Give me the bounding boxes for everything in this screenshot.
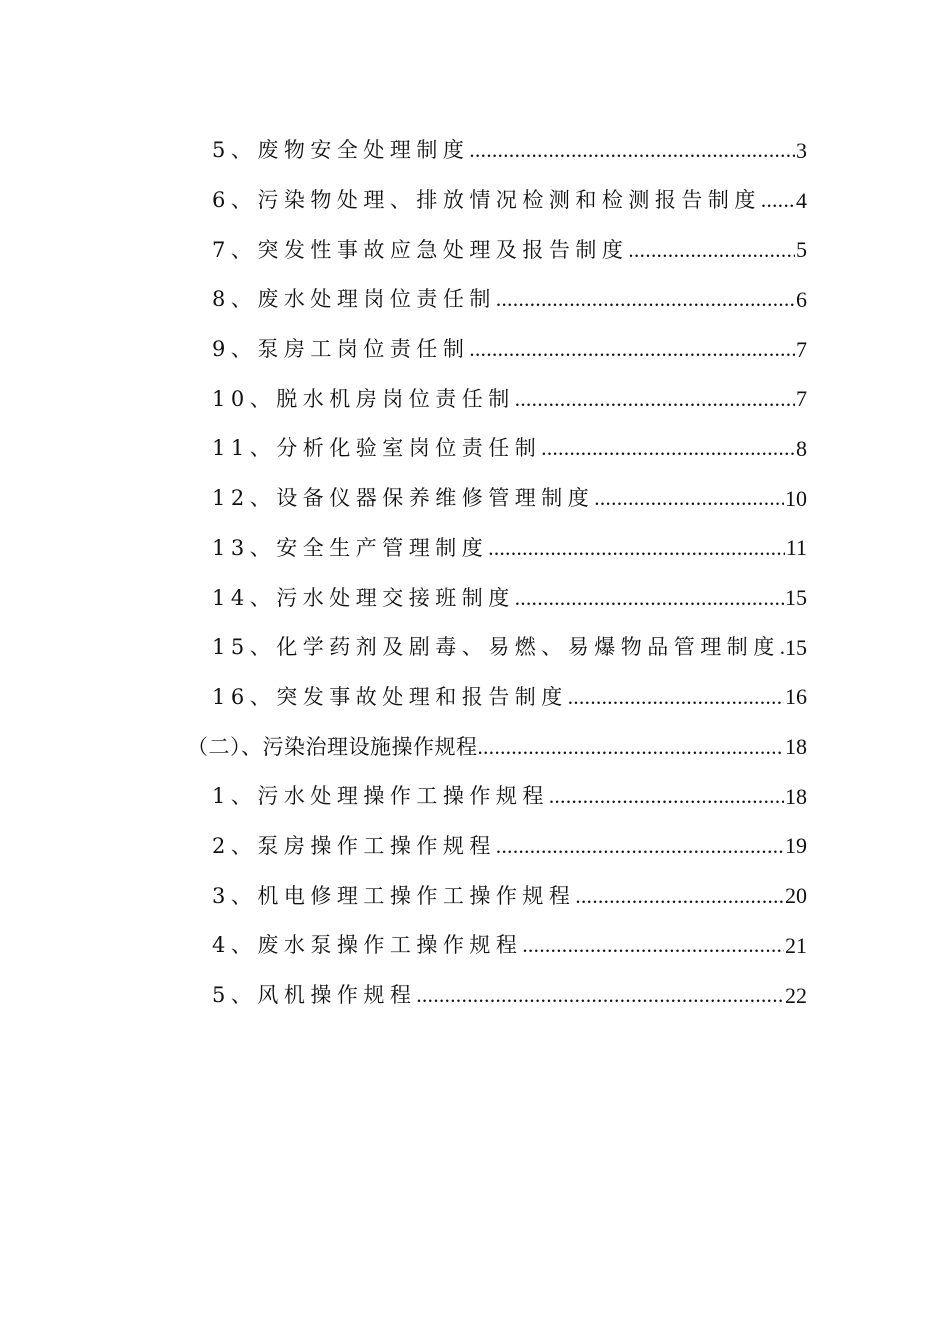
toc-page-number: 10: [785, 485, 807, 511]
toc-dot-leader: [496, 289, 795, 310]
toc-dot-leader: [780, 637, 784, 658]
toc-dot-leader: [478, 737, 785, 758]
toc-page-number: 7: [796, 336, 807, 362]
toc-page-number: 11: [785, 535, 807, 561]
toc-dot-leader: [594, 488, 784, 509]
toc-entry[interactable]: [0, 871, 950, 921]
toc-dot-leader: [469, 339, 795, 360]
toc-entry-title: 12、设备仪器保养维修管理制度: [212, 486, 595, 511]
toc-entry-title: 13、安全生产管理制度: [212, 535, 489, 560]
toc-page-number: 22: [785, 982, 807, 1008]
toc-page-number: 20: [785, 883, 807, 909]
toc-entry[interactable]: [0, 971, 950, 1021]
toc-page-number: 5: [796, 237, 807, 263]
toc-entry[interactable]: [0, 176, 950, 226]
toc-dot-leader: [522, 935, 784, 956]
toc-entry-title: 8、废水处理岗位责任制: [212, 287, 496, 312]
toc-page-number: 19: [785, 833, 807, 859]
toc-section-entry[interactable]: [0, 722, 950, 772]
toc-page-number: 16: [785, 684, 807, 710]
toc-entry[interactable]: [0, 673, 950, 723]
toc-page-number: 7: [796, 386, 807, 412]
toc-page-number: 18: [785, 783, 807, 809]
table-of-contents: [0, 126, 950, 1020]
toc-dot-leader: [515, 389, 795, 410]
toc-page-number: 6: [796, 286, 807, 312]
toc-page-number: 18: [785, 734, 807, 760]
toc-entry[interactable]: [0, 921, 950, 971]
toc-entry[interactable]: [0, 225, 950, 275]
toc-entry-title: 15、化学药剂及剧毒、易燃、易爆物品管理制度: [212, 635, 780, 660]
toc-dot-leader: [469, 140, 795, 161]
toc-entry[interactable]: [0, 524, 950, 574]
toc-dot-leader: [515, 588, 784, 609]
toc-dot-leader: [488, 538, 785, 559]
toc-entry[interactable]: [0, 474, 950, 524]
toc-entry-title: 11、分析化验室岗位责任制: [212, 436, 542, 461]
toc-entry-title: 3、机电修理工操作工操作规程: [212, 883, 576, 908]
toc-entry-title: 9、泵房工岗位责任制: [212, 337, 470, 362]
toc-entry[interactable]: [0, 772, 950, 822]
toc-entry-title: 4、废水泵操作工操作规程: [212, 933, 523, 958]
toc-dot-leader: [568, 687, 784, 708]
toc-page-number: 3: [796, 137, 807, 163]
toc-page-number: 4: [796, 187, 807, 213]
toc-entry[interactable]: [0, 424, 950, 474]
toc-dot-leader: [541, 438, 795, 459]
toc-page-number: 15: [785, 585, 807, 611]
toc-dot-leader: [416, 985, 784, 1006]
toc-entry[interactable]: [0, 573, 950, 623]
toc-entry[interactable]: [0, 275, 950, 325]
toc-entry-title: 5、废物安全处理制度: [212, 138, 470, 163]
toc-entry-title: 6、污染物处理、排放情况检测和检测报告制度: [212, 188, 761, 213]
toc-entry[interactable]: [0, 126, 950, 176]
toc-entry[interactable]: [0, 623, 950, 673]
toc-dot-leader: [575, 886, 784, 907]
toc-dot-leader: [549, 786, 784, 807]
toc-page-number: 8: [796, 435, 807, 461]
toc-section-title: （二）、污染治理设施操作规程: [187, 734, 478, 759]
toc-entry-title: 7、突发性事故应急处理及报告制度: [212, 237, 629, 262]
toc-entry-title: 14、污水处理交接班制度: [212, 585, 515, 610]
toc-entry-title: 1、污水处理操作工操作规程: [212, 784, 549, 809]
toc-entry-title: 5、风机操作规程: [212, 983, 417, 1008]
toc-page-number: 21: [785, 932, 807, 958]
toc-entry[interactable]: [0, 374, 950, 424]
toc-entry[interactable]: [0, 325, 950, 375]
toc-entry-title: 16、突发事故处理和报告制度: [212, 684, 568, 709]
toc-dot-leader: [761, 190, 795, 211]
toc-entry-title: 10、脱水机房岗位责任制: [212, 386, 515, 411]
toc-entry[interactable]: [0, 822, 950, 872]
toc-dot-leader: [628, 240, 795, 261]
toc-dot-leader: [496, 836, 784, 857]
toc-page-number: 15: [785, 634, 807, 660]
toc-entry-title: 2、泵房操作工操作规程: [212, 833, 496, 858]
